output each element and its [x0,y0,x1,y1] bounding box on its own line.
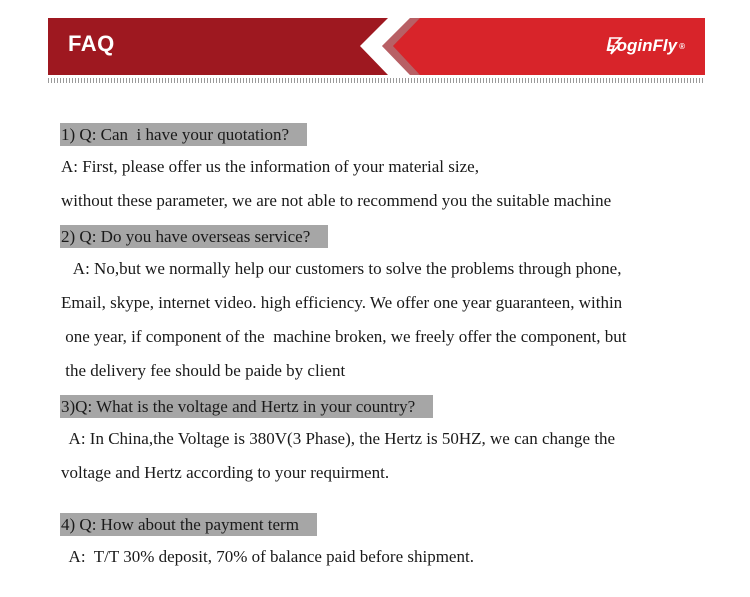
faq-answer-2-line-4: the delivery fee should be paide by client [61,361,346,380]
page-title: FAQ [68,31,115,56]
faq-question-2: 2) Q: Do you have overseas service? [60,225,328,248]
faq-answer-2-line-3: one year, if component of the machine broken, we freely offer the component, but [61,327,627,346]
faq-answer-3-line-2: voltage and Hertz according to your requirment. [61,463,390,482]
faq-answer-1-line-1: A: First, please offer us the information of your material size, [61,157,479,176]
faq-answer-2-line-1: A: No,but we normally help our customers to solve the problems through phone, [61,259,622,278]
faq-question-4: 4) Q: How about the payment term [60,513,317,536]
faq-question-3: 3)Q: What is the voltage and Hertz in your country? [60,395,433,418]
registered-mark: ® [679,41,685,51]
lightning-icon [607,36,623,56]
faq-banner [48,18,705,75]
header-divider [48,78,705,83]
faq-answer-1-line-2: without these parameter, we are not able to recommend you the suitable machine [61,191,612,210]
faq-question-1: 1) Q: Can i have your quotation? [60,123,307,146]
logo-text: LoginFly [606,36,678,55]
faq-answer-2-line-2: Email, skype, internet video. high efficiency. We offer one year guaranteen, within [61,293,623,312]
faq-answer-3-line-1: A: In China,the Voltage is 380V(3 Phase), the Hertz is 50HZ, we can change the [61,429,616,448]
brand-logo [606,36,685,56]
faq-answer-4-line-1: A: T/T 30% deposit, 70% of balance paid before shipment. [61,547,474,566]
